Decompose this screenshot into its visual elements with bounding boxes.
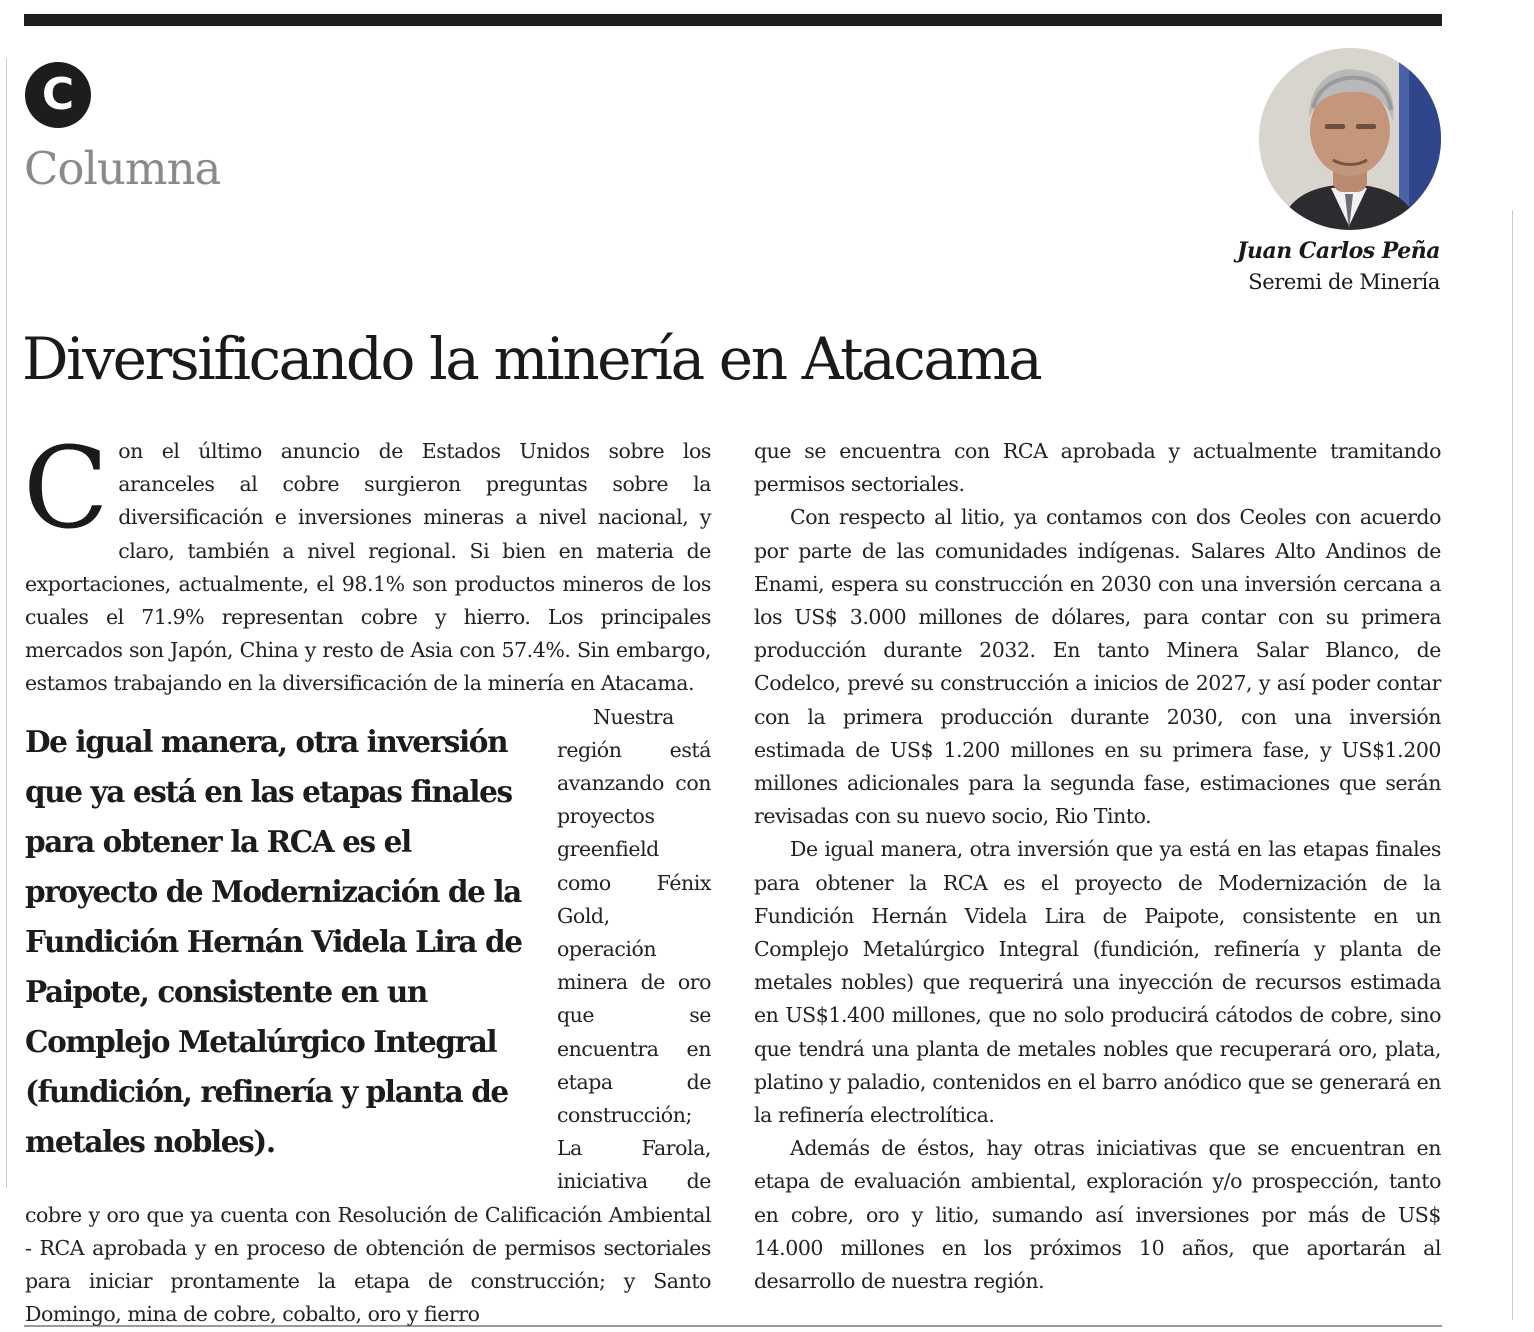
section-label: Columna — [24, 142, 221, 195]
pull-quote: De igual manera, otra inversión que ya está en las etapas finales para obtener la RCA es el proyecto de Modernización de la Fundición Hernán Videla Lira de Paipote, consistente en un Complejo Metalúrgico Integral (fundición, refinería y planta de metales nobles). — [25, 723, 522, 1159]
paragraph-4: De igual manera, otra inversión que ya está en las etapas finales para obtener la RCA es el proyecto de Modernización de la Fundición Hernán Videla Lira de Paipote, consistente en un Complejo Metalúrgico Integral (fundición, refinería y planta de metales nobles) que requerirá una inyección de recursos estimada en US$1.400 millones, que no solo producirá cátodos de cobre, sino que tendrá una planta de metales nobles que recuperará oro, plata, platino y paladio, contenidos en el barro anódico que se generará en la refinería electrolítica. — [754, 837, 1441, 1128]
section-badge: C — [25, 62, 91, 128]
author-portrait-icon — [1259, 48, 1441, 230]
paragraph-5: Además de éstos, hay otras iniciativas que se encuentran en etapa de evaluación ambiental, exploración y/o prospección, tanto en cobre, oro y litio, sumando así inversiones por más de US$ 14.000 millones en los próximos 10 años, que aportarán al desarrollo de nuestra región. — [754, 1136, 1441, 1294]
right-divider — [1512, 210, 1513, 1320]
lead-paragraph — [23, 424, 711, 701]
lead-text: on el último anuncio de Estados Unidos sobre los aranceles al cobre surgieron preguntas sobre la diversificación e inversiones mineras a nivel nacional, y claro, también a nivel regional. Si bien en materia de exportaciones, actualmente, el 98.1% son productos mineros de los cuales el 71.9% representan cobre y hierro. Los principales mercados son Japón, China y resto de Asia con 57.4%. Sin embargo, estamos trabajando en la diversificación de la minería en Atacama. — [25, 439, 711, 696]
top-rule — [24, 14, 1442, 26]
drop-cap: C — [23, 424, 109, 554]
author-role: Seremi de Minería — [1248, 270, 1440, 294]
paragraph-2: Nuestra región está avanzando con proyectos greenfield como Fénix Gold, operación minera de oro que se encuentra en etapa de construcción; La Farola, iniciativa de cobre y oro que ya cuenta con Resolución de Calificación Ambiental - RCA aprobada y en proceso de obtención de permisos sectoriales para iniciar prontamente la etapa de construcción; y Santo Domingo, mina de cobre, cobalto, oro y fierro — [25, 704, 711, 1327]
headline: Diversificando la minería en Atacama — [22, 325, 1041, 393]
article-column-right — [754, 435, 1441, 1298]
author-name: Juan Carlos Peña — [1237, 238, 1440, 264]
left-divider — [6, 58, 7, 1188]
paragraph-3: Con respecto al litio, ya contamos con dos Ceoles con acuerdo por parte de las comunidades indígenas. Salares Alto Andinos de Enami, espera su construcción en 2030 con una inversión cercana a los US$ 3.000 millones de dólares, para contar con su primera producción durante 2032. En tanto Minera Salar Blanco, de Codelco, prevé su construcción a inicios de 2027, y así poder contar con la primera producción durante 2030, con una inversión estimada de US$ 1.200 millones en su primera fase, y US$1.200 millones adicionales para la segunda fase, estimaciones que serán revisadas con su nuevo socio, Rio Tinto. — [754, 505, 1441, 829]
author-photo — [1259, 48, 1441, 230]
article-column-left — [23, 424, 711, 1331]
paragraph-2-continued: que se encuentra con RCA aprobada y actualmente tramitando permisos sectoriales. — [754, 439, 1441, 497]
